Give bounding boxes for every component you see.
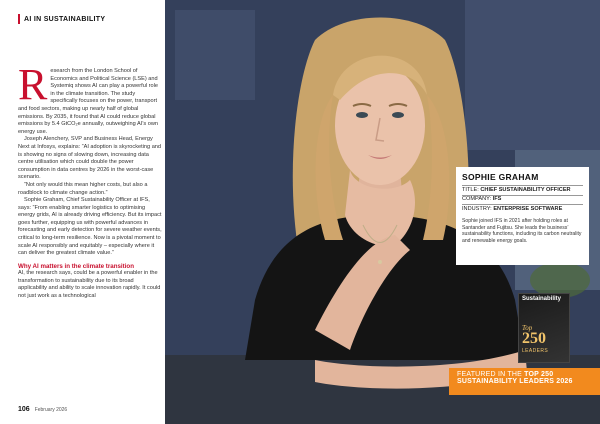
banner-line-2: SUSTAINABILITY LEADERS 2026 [457,378,573,385]
page-number: 106 [18,406,30,413]
profile-bio: Sophie joined IFS in 2021 after holding roles at Santander and Fujitsu. She leads the business’ sustainability functions, including its carbon neutrality and renewable energy goals. [462,217,582,245]
magazine-leaders: LEADERS [522,348,549,354]
drop-cap: R [18,60,48,109]
featured-banner [449,368,600,395]
magazine-number: 250 [522,330,546,347]
paragraph-5: AI, the research says, could be a powerful enabler in the transformation to sustainability due to its broad applicability and ability to scale innovation rapidly. It could not just work as a technological [18,270,161,300]
subheading: Why AI matters in the climate transition [18,262,134,270]
article-body [18,60,162,301]
profile-card [456,167,589,265]
magazine-title: Sustainability [522,296,562,302]
profile-company-value: IFS [492,196,502,203]
banner-top-text: TOP 250 [524,371,554,378]
article-column [0,0,165,424]
paragraph-4: Sophie Graham, Chief Sustainability Officer at IFS, says: “From enabling smarter logistics to optimising energy grids, AI is already driving efficiency. But its impact goes further, equipping us with powerful advances in forecasting and early detection for severe weather events, critical to long-term resilience. Now is a pivotal moment to scale AI responsibly and equitably – especially where it can deliver the greatest climate value.” [18,197,162,257]
section-tag [18,14,105,24]
section-tag-label: AI IN SUSTAINABILITY [24,15,106,23]
magazine-cover [518,293,570,363]
profile-title-label: TITLE: [462,186,479,193]
paragraph-2: Joseph Alenchery, SVP and Business Head, Energy Next at Infosys, explains: “AI adoption is skyrocketing and is showing no signs of slowing down, increasing data centre utilisation which could double the power consumption in data centres by 2026 in the worst-case scenario. [18,136,162,181]
profile-company-row [462,195,583,205]
profile-title-value: CHIEF SUSTAINABILITY OFFICER [480,186,571,193]
page-footer [18,406,67,413]
profile-industry-row [462,204,583,214]
profile-industry-label: INDUSTRY: [462,205,492,212]
paragraph-1: esearch from the London School of Economics and Political Science (LSE) and Systemiq shows AI can play a powerful role in the climate transition. The study specifically focuses on the power, transport and food sectors, making up nearly half of global emissions. By 2035, it found that AI could reduce global emissions by 5.4 GtCO₂e annually, outweighing AI’s own energy use. [18,68,159,135]
profile-industry-value: ENTERPRISE SOFTWARE [493,205,563,212]
banner-line-1 [457,371,592,378]
issue-date: February 2026 [34,407,68,413]
magazine-top: Top [522,324,533,332]
first-paragraph [18,60,162,136]
profile-company-label: COMPANY: [462,196,492,203]
profile-title-row [462,185,583,195]
profile-name: SOPHIE GRAHAM [462,172,539,182]
banner-featured-text: FEATURED IN THE [457,371,522,378]
section-tag-bar [18,14,20,24]
paragraph-3: “Not only would this mean higher costs, but also a roadblock to climate change action.” [18,181,148,196]
